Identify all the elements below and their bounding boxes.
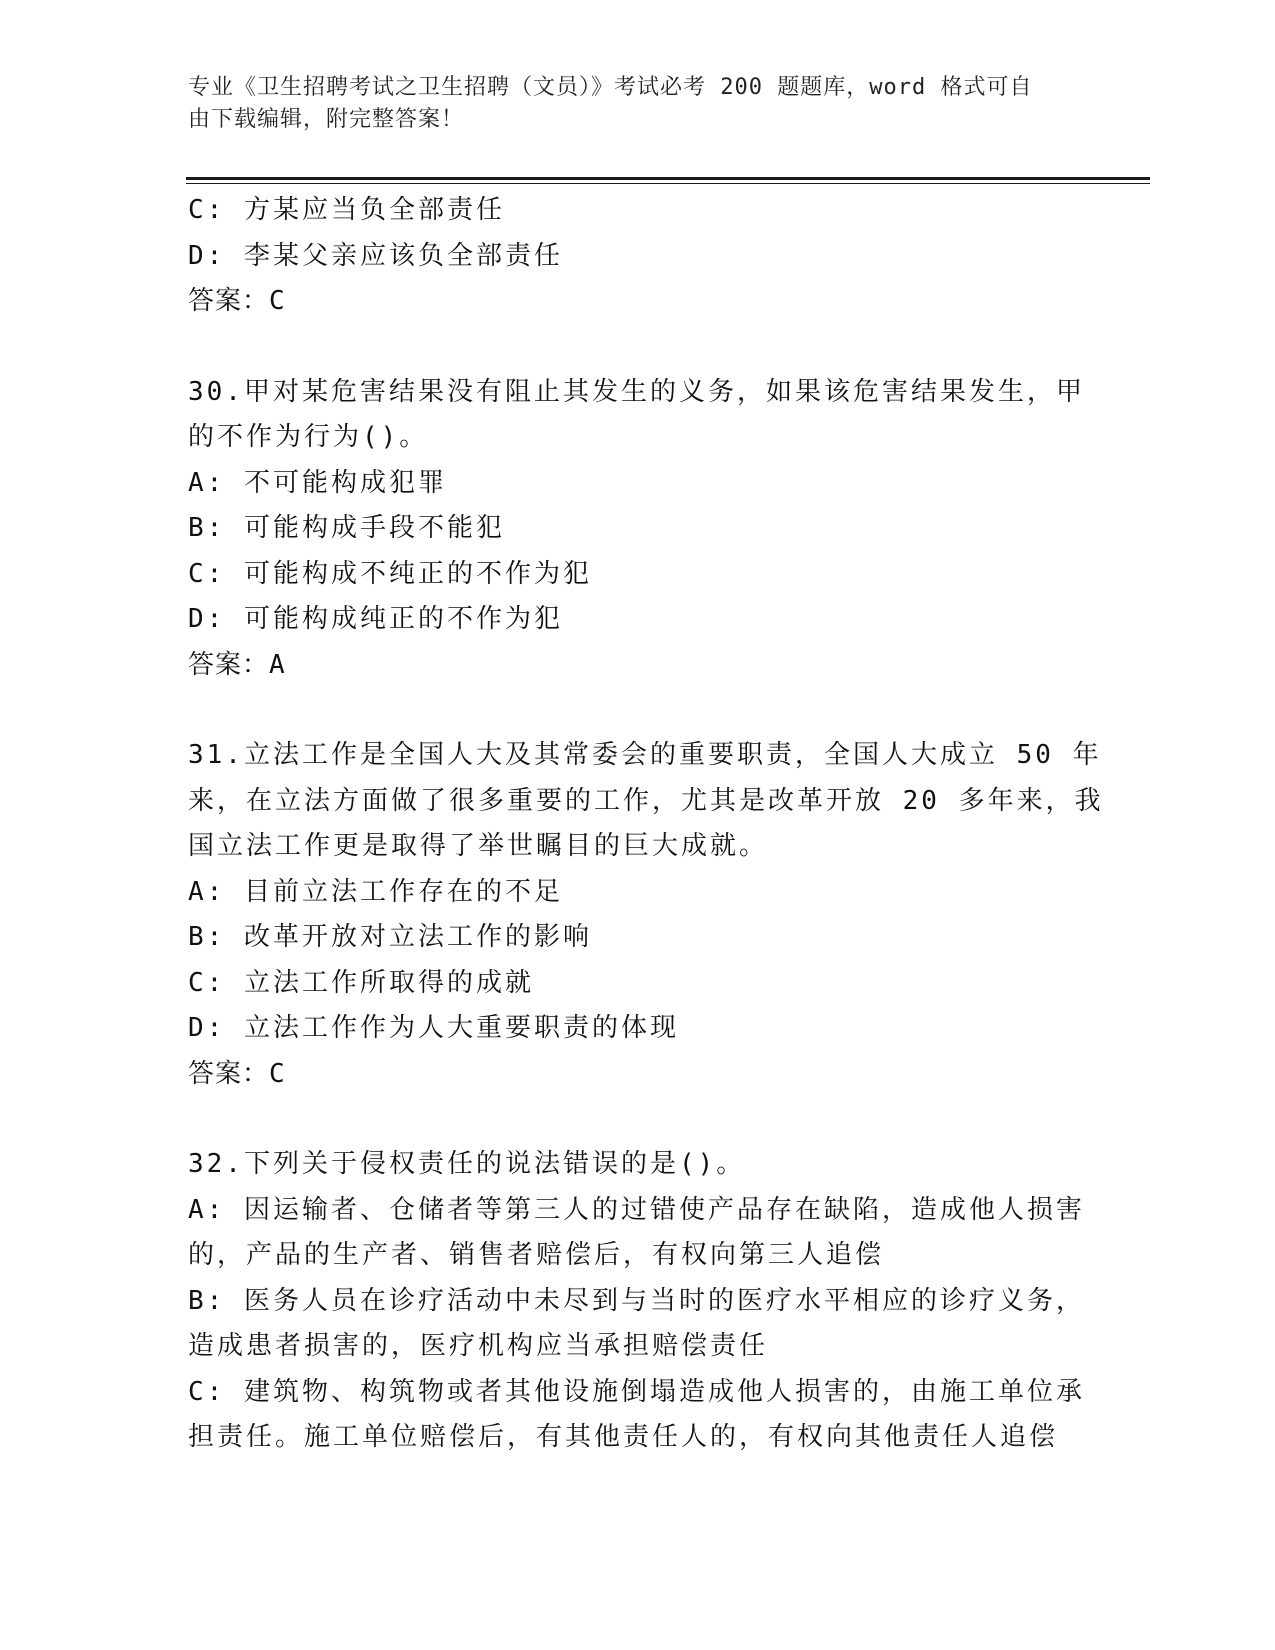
option-c-continued: 担责任。施工单位赔偿后，有其他责任人的，有权向其他责任人追偿 [188,1422,1059,1452]
question-30 [188,370,1085,689]
option-b: B: 可能构成手段不能犯 [188,513,505,543]
header-divider-thick [186,177,1150,180]
option-a: A: 目前立法工作存在的不足 [188,876,563,907]
question-32 [188,1142,1085,1461]
option-a-continued: 的，产品的生产者、销售者赔偿后，有权向第三人追偿 [188,1240,885,1270]
option-d: D: 可能构成纯正的不作为犯 [188,604,563,634]
option-b-continued: 造成患者损害的，医疗机构应当承担赔偿责任 [188,1331,769,1361]
question-31 [188,733,1104,1097]
option-a: A: 因运输者、仓储者等第三人的过错使产品存在缺陷，造成他人损害 [188,1194,1085,1225]
question-29-tail [188,188,1078,325]
answer-line: 答案：C [188,1058,286,1089]
question-stem: 30.甲对某危害结果没有阻止其发生的义务，如果该危害结果发生，甲 [188,376,1085,407]
option-d: D: 李某父亲应该负全部责任 [188,240,563,271]
header-line-1: 专业《卫生招聘考试之卫生招聘（文员）》考试必考 200 题题库，word 格式可自 [188,75,1033,100]
option-c: C: 建筑物、构筑物或者其他设施倒塌造成他人损害的，由施工单位承 [188,1376,1085,1407]
question-stem: 31.立法工作是全国人大及其常委会的重要职责，全国人大成立 50 年 [188,740,1102,770]
question-stem: 国立法工作更是取得了举世瞩目的巨大成就。 [188,831,769,861]
spacer [188,688,1078,733]
answer-line: 答案：C [188,286,286,316]
spacer [188,1097,1078,1142]
option-c: C: 可能构成不纯正的不作为犯 [188,558,592,589]
question-stem: 32.下列关于侵权责任的说法错误的是()。 [188,1149,746,1179]
question-stem: 来，在立法方面做了很多重要的工作，尤其是改革开放 20 多年来，我 [188,785,1104,816]
question-stem: 的不作为行为()。 [188,422,429,452]
option-a: A: 不可能构成犯罪 [188,467,447,498]
option-b: B: 医务人员在诊疗活动中未尽到与当时的医疗水平相应的诊疗义务， [188,1285,1085,1316]
spacer [188,325,1078,370]
option-c: C: 方某应当负全部责任 [188,195,505,225]
option-c: C: 立法工作所取得的成就 [188,967,534,998]
document-header [188,72,1068,136]
option-b: B: 改革开放对立法工作的影响 [188,922,592,952]
option-d: D: 立法工作作为人大重要职责的体现 [188,1013,679,1043]
header-line-2: 由下载编辑，附完整答案！ [188,107,465,132]
question-content [188,188,1104,1461]
answer-line: 答案：A [188,649,286,680]
header-divider-thin [186,183,1150,184]
